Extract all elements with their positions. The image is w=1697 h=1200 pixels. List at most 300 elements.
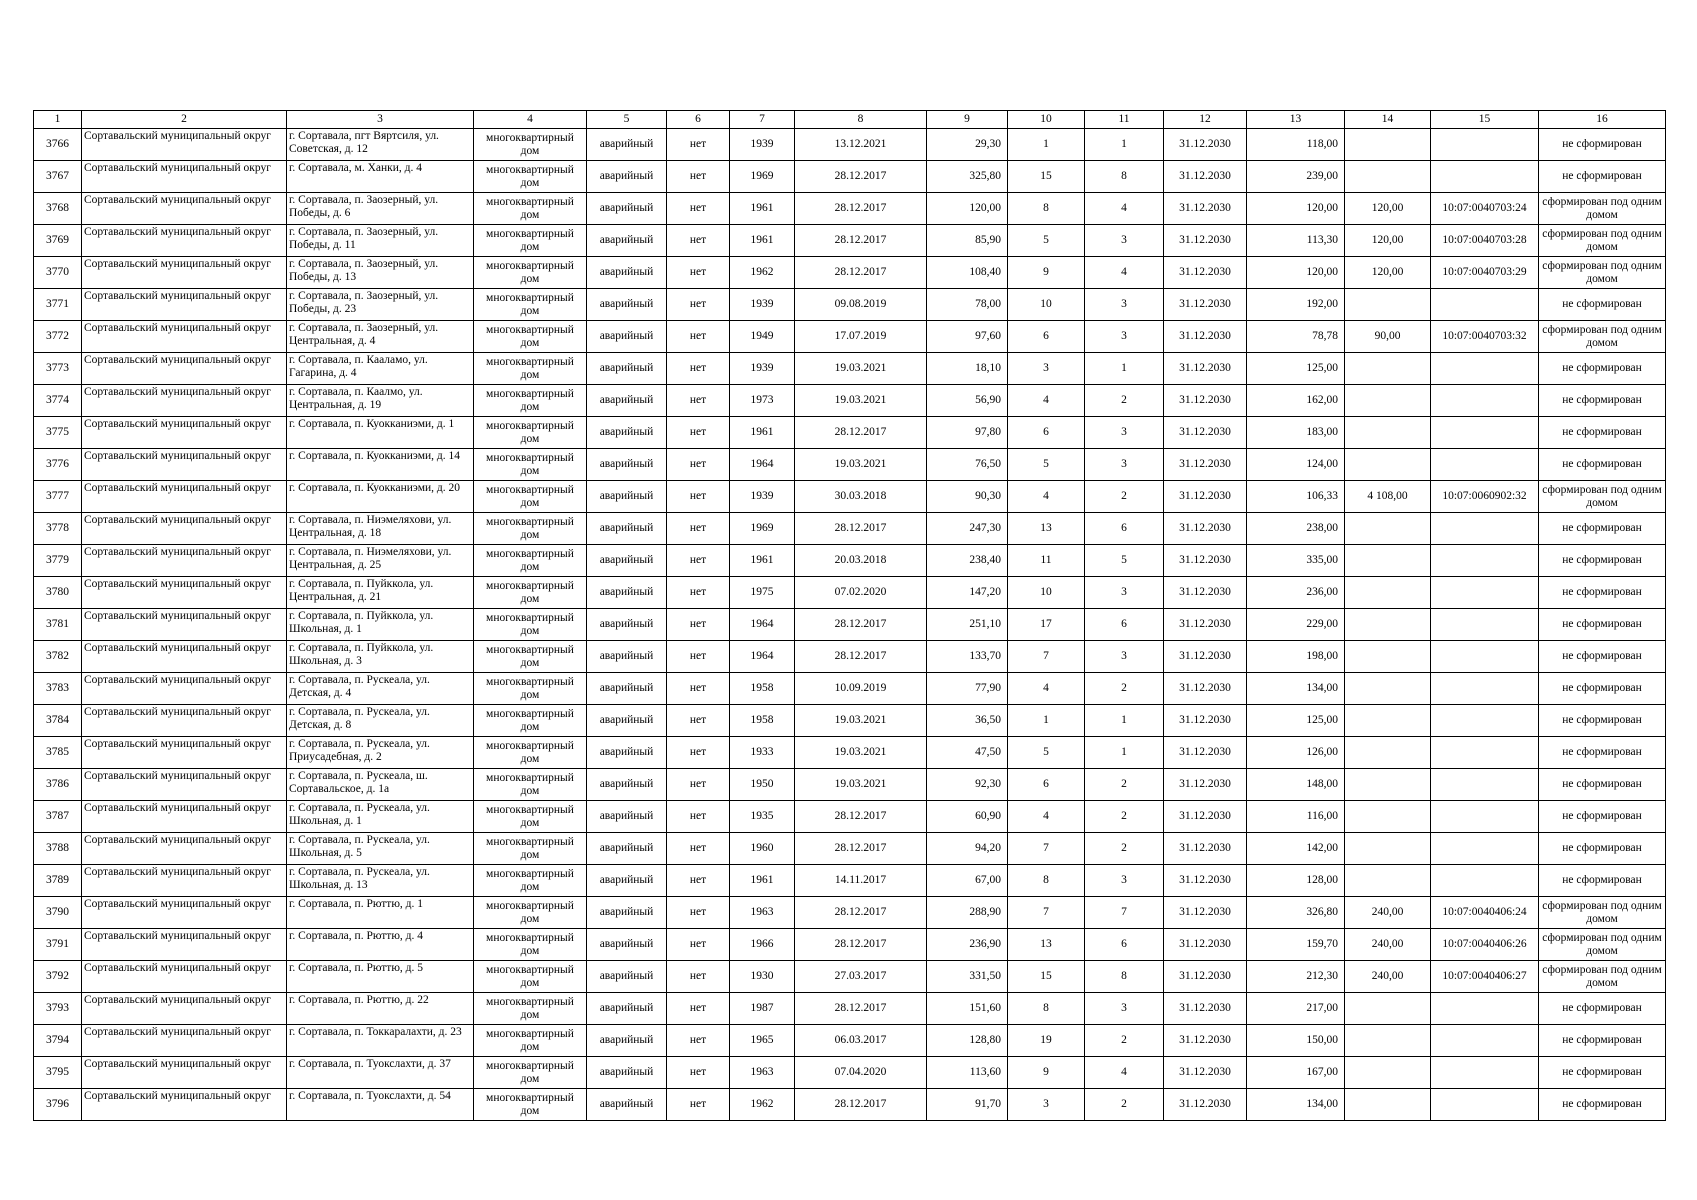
date-cell: 19.03.2021 [795, 353, 927, 385]
deadline-cell: 31.12.2030 [1164, 161, 1247, 193]
flag-cell: нет [667, 865, 730, 897]
row-number-cell: 3786 [34, 769, 82, 801]
cadastral-number-cell [1431, 545, 1539, 577]
plot-status-cell: не сформирован [1539, 289, 1666, 321]
land-area-cell: 150,00 [1247, 1025, 1345, 1057]
cadastral-number-cell [1431, 1025, 1539, 1057]
row-number-cell: 3775 [34, 417, 82, 449]
condition-cell: аварийный [587, 577, 667, 609]
plot-area-cell [1345, 705, 1431, 737]
municipality-cell: Сортавальский муниципальный округ [82, 641, 287, 673]
date-cell: 07.04.2020 [795, 1057, 927, 1089]
flag-cell: нет [667, 545, 730, 577]
column-number-header: 4 [474, 111, 587, 129]
building-type-cell: многоквартирный дом [474, 225, 587, 257]
apartments-cell: 1 [1085, 129, 1164, 161]
deadline-cell: 31.12.2030 [1164, 257, 1247, 289]
municipality-cell: Сортавальский муниципальный округ [82, 321, 287, 353]
address-cell: г. Сортавала, п. Пуйккола, ул. Школьная, д. 3 [287, 641, 474, 673]
building-type-cell: многоквартирный дом [474, 481, 587, 513]
row-number-cell: 3773 [34, 353, 82, 385]
condition-cell: аварийный [587, 801, 667, 833]
cadastral-number-cell [1431, 705, 1539, 737]
table-row [34, 353, 1666, 385]
flag-cell: нет [667, 161, 730, 193]
row-number-cell: 3788 [34, 833, 82, 865]
building-type-cell: многоквартирный дом [474, 705, 587, 737]
cadastral-number-cell: 10:07:0040703:29 [1431, 257, 1539, 289]
column-number-header: 15 [1431, 111, 1539, 129]
deadline-cell: 31.12.2030 [1164, 705, 1247, 737]
apartments-cell: 2 [1085, 1089, 1164, 1121]
plot-status-cell: не сформирован [1539, 129, 1666, 161]
flag-cell: нет [667, 257, 730, 289]
year-cell: 1949 [730, 321, 795, 353]
table-row [34, 129, 1666, 161]
residents-cell: 3 [1008, 1089, 1085, 1121]
apartments-cell: 1 [1085, 705, 1164, 737]
cadastral-number-cell [1431, 993, 1539, 1025]
plot-area-cell [1345, 1057, 1431, 1089]
condition-cell: аварийный [587, 737, 667, 769]
address-cell: г. Сортавала, п. Пуйккола, ул. Школьная, д. 1 [287, 609, 474, 641]
address-cell: г. Сортавала, п. Ниэмеляхови, ул. Центральная, д. 25 [287, 545, 474, 577]
plot-area-cell [1345, 737, 1431, 769]
year-cell: 1960 [730, 833, 795, 865]
apartments-cell: 2 [1085, 801, 1164, 833]
deadline-cell: 31.12.2030 [1164, 1057, 1247, 1089]
apartments-cell: 5 [1085, 545, 1164, 577]
flag-cell: нет [667, 897, 730, 929]
plot-area-cell [1345, 161, 1431, 193]
year-cell: 1965 [730, 1025, 795, 1057]
table-row [34, 801, 1666, 833]
address-cell: г. Сортавала, п. Куокканиэми, д. 14 [287, 449, 474, 481]
deadline-cell: 31.12.2030 [1164, 1025, 1247, 1057]
year-cell: 1958 [730, 673, 795, 705]
condition-cell: аварийный [587, 193, 667, 225]
date-cell: 27.03.2017 [795, 961, 927, 993]
municipality-cell: Сортавальский муниципальный округ [82, 129, 287, 161]
flag-cell: нет [667, 129, 730, 161]
year-cell: 1930 [730, 961, 795, 993]
plot-area-cell [1345, 609, 1431, 641]
condition-cell: аварийный [587, 481, 667, 513]
residents-cell: 8 [1008, 865, 1085, 897]
municipality-cell: Сортавальский муниципальный округ [82, 609, 287, 641]
area-cell: 247,30 [927, 513, 1008, 545]
land-area-cell: 128,00 [1247, 865, 1345, 897]
row-number-cell: 3777 [34, 481, 82, 513]
land-area-cell: 238,00 [1247, 513, 1345, 545]
deadline-cell: 31.12.2030 [1164, 225, 1247, 257]
flag-cell: нет [667, 1089, 730, 1121]
date-cell: 28.12.2017 [795, 161, 927, 193]
residents-cell: 9 [1008, 257, 1085, 289]
row-number-cell: 3767 [34, 161, 82, 193]
area-cell: 90,30 [927, 481, 1008, 513]
flag-cell: нет [667, 737, 730, 769]
condition-cell: аварийный [587, 641, 667, 673]
plot-area-cell: 120,00 [1345, 257, 1431, 289]
municipality-cell: Сортавальский муниципальный округ [82, 1089, 287, 1121]
municipality-cell: Сортавальский муниципальный округ [82, 289, 287, 321]
address-cell: г. Сортавала, п. Кааламо, ул. Гагарина, д. 4 [287, 353, 474, 385]
year-cell: 1961 [730, 225, 795, 257]
date-cell: 28.12.2017 [795, 833, 927, 865]
plot-area-cell [1345, 801, 1431, 833]
municipality-cell: Сортавальский муниципальный округ [82, 449, 287, 481]
condition-cell: аварийный [587, 545, 667, 577]
apartments-cell: 2 [1085, 833, 1164, 865]
date-cell: 28.12.2017 [795, 513, 927, 545]
condition-cell: аварийный [587, 961, 667, 993]
table-row [34, 193, 1666, 225]
column-number-header: 3 [287, 111, 474, 129]
year-cell: 1958 [730, 705, 795, 737]
building-type-cell: многоквартирный дом [474, 897, 587, 929]
row-number-cell: 3787 [34, 801, 82, 833]
building-type-cell: многоквартирный дом [474, 1057, 587, 1089]
building-type-cell: многоквартирный дом [474, 961, 587, 993]
year-cell: 1966 [730, 929, 795, 961]
flag-cell: нет [667, 449, 730, 481]
area-cell: 236,90 [927, 929, 1008, 961]
address-cell: г. Сортавала, п. Рускеала, ш. Сортавальское, д. 1а [287, 769, 474, 801]
land-area-cell: 120,00 [1247, 257, 1345, 289]
table-row [34, 609, 1666, 641]
condition-cell: аварийный [587, 417, 667, 449]
building-type-cell: многоквартирный дом [474, 417, 587, 449]
column-number-header: 16 [1539, 111, 1666, 129]
plot-status-cell: не сформирован [1539, 865, 1666, 897]
plot-area-cell: 240,00 [1345, 961, 1431, 993]
land-area-cell: 335,00 [1247, 545, 1345, 577]
address-cell: г. Сортавала, п. Каалмо, ул. Центральная, д. 19 [287, 385, 474, 417]
row-number-cell: 3784 [34, 705, 82, 737]
plot-area-cell [1345, 129, 1431, 161]
year-cell: 1964 [730, 449, 795, 481]
residents-cell: 15 [1008, 961, 1085, 993]
residents-cell: 13 [1008, 513, 1085, 545]
year-cell: 1964 [730, 641, 795, 673]
plot-status-cell: сформирован под одним домом [1539, 929, 1666, 961]
condition-cell: аварийный [587, 1025, 667, 1057]
municipality-cell: Сортавальский муниципальный округ [82, 385, 287, 417]
apartments-cell: 2 [1085, 1025, 1164, 1057]
year-cell: 1962 [730, 1089, 795, 1121]
area-cell: 92,30 [927, 769, 1008, 801]
building-type-cell: многоквартирный дом [474, 673, 587, 705]
address-cell: г. Сортавала, п. Заозерный, ул. Центральная, д. 4 [287, 321, 474, 353]
building-type-cell: многоквартирный дом [474, 801, 587, 833]
row-number-cell: 3782 [34, 641, 82, 673]
land-area-cell: 142,00 [1247, 833, 1345, 865]
area-cell: 78,00 [927, 289, 1008, 321]
municipality-cell: Сортавальский муниципальный округ [82, 705, 287, 737]
plot-status-cell: не сформирован [1539, 769, 1666, 801]
plot-status-cell: не сформирован [1539, 449, 1666, 481]
deadline-cell: 31.12.2030 [1164, 609, 1247, 641]
flag-cell: нет [667, 641, 730, 673]
deadline-cell: 31.12.2030 [1164, 641, 1247, 673]
date-cell: 13.12.2021 [795, 129, 927, 161]
building-type-cell: многоквартирный дом [474, 577, 587, 609]
address-cell: г. Сортавала, п. Туокслахти, д. 37 [287, 1057, 474, 1089]
year-cell: 1935 [730, 801, 795, 833]
deadline-cell: 31.12.2030 [1164, 897, 1247, 929]
cadastral-number-cell [1431, 353, 1539, 385]
plot-status-cell: не сформирован [1539, 1089, 1666, 1121]
municipality-cell: Сортавальский муниципальный округ [82, 193, 287, 225]
plot-status-cell: не сформирован [1539, 1025, 1666, 1057]
year-cell: 1962 [730, 257, 795, 289]
plot-status-cell: не сформирован [1539, 993, 1666, 1025]
apartments-cell: 2 [1085, 769, 1164, 801]
address-cell: г. Сортавала, п. Туокслахти, д. 54 [287, 1089, 474, 1121]
column-number-header: 13 [1247, 111, 1345, 129]
table-row [34, 481, 1666, 513]
apartments-cell: 3 [1085, 225, 1164, 257]
plot-area-cell: 240,00 [1345, 929, 1431, 961]
column-number-header: 9 [927, 111, 1008, 129]
year-cell: 1950 [730, 769, 795, 801]
plot-status-cell: сформирован под одним домом [1539, 225, 1666, 257]
table-row [34, 257, 1666, 289]
condition-cell: аварийный [587, 513, 667, 545]
cadastral-number-cell: 10:07:0040703:28 [1431, 225, 1539, 257]
apartments-cell: 3 [1085, 993, 1164, 1025]
address-cell: г. Сортавала, пгт Вяртсиля, ул. Советская, д. 12 [287, 129, 474, 161]
condition-cell: аварийный [587, 449, 667, 481]
deadline-cell: 31.12.2030 [1164, 865, 1247, 897]
residents-cell: 10 [1008, 577, 1085, 609]
plot-area-cell: 120,00 [1345, 225, 1431, 257]
building-type-cell: многоквартирный дом [474, 993, 587, 1025]
area-cell: 151,60 [927, 993, 1008, 1025]
deadline-cell: 31.12.2030 [1164, 417, 1247, 449]
cadastral-number-cell [1431, 289, 1539, 321]
date-cell: 28.12.2017 [795, 225, 927, 257]
address-cell: г. Сортавала, п. Рускеала, ул. Школьная, д. 1 [287, 801, 474, 833]
year-cell: 1963 [730, 1057, 795, 1089]
residents-cell: 7 [1008, 833, 1085, 865]
building-type-cell: многоквартирный дом [474, 641, 587, 673]
plot-status-cell: не сформирован [1539, 737, 1666, 769]
cadastral-number-cell [1431, 833, 1539, 865]
row-number-cell: 3792 [34, 961, 82, 993]
residents-cell: 6 [1008, 769, 1085, 801]
apartments-cell: 1 [1085, 737, 1164, 769]
table-row [34, 993, 1666, 1025]
land-area-cell: 125,00 [1247, 353, 1345, 385]
table-row [34, 577, 1666, 609]
residents-cell: 6 [1008, 321, 1085, 353]
deadline-cell: 31.12.2030 [1164, 577, 1247, 609]
column-number-header: 7 [730, 111, 795, 129]
municipality-cell: Сортавальский муниципальный округ [82, 737, 287, 769]
residents-cell: 4 [1008, 801, 1085, 833]
area-cell: 325,80 [927, 161, 1008, 193]
date-cell: 28.12.2017 [795, 929, 927, 961]
address-cell: г. Сортавала, п. Заозерный, ул. Победы, д. 13 [287, 257, 474, 289]
plot-status-cell: не сформирован [1539, 705, 1666, 737]
building-type-cell: многоквартирный дом [474, 449, 587, 481]
row-number-cell: 3783 [34, 673, 82, 705]
housing-register-table [33, 110, 1666, 1121]
flag-cell: нет [667, 481, 730, 513]
address-cell: г. Сортавала, п. Заозерный, ул. Победы, д. 23 [287, 289, 474, 321]
area-cell: 120,00 [927, 193, 1008, 225]
municipality-cell: Сортавальский муниципальный округ [82, 929, 287, 961]
condition-cell: аварийный [587, 673, 667, 705]
plot-area-cell [1345, 673, 1431, 705]
condition-cell: аварийный [587, 609, 667, 641]
residents-cell: 4 [1008, 673, 1085, 705]
cadastral-number-cell [1431, 577, 1539, 609]
cadastral-number-cell [1431, 161, 1539, 193]
land-area-cell: 78,78 [1247, 321, 1345, 353]
row-number-cell: 3766 [34, 129, 82, 161]
plot-area-cell [1345, 769, 1431, 801]
plot-area-cell [1345, 1025, 1431, 1057]
year-cell: 1961 [730, 545, 795, 577]
municipality-cell: Сортавальский муниципальный округ [82, 257, 287, 289]
flag-cell: нет [667, 705, 730, 737]
cadastral-number-cell [1431, 417, 1539, 449]
area-cell: 77,90 [927, 673, 1008, 705]
building-type-cell: многоквартирный дом [474, 161, 587, 193]
municipality-cell: Сортавальский муниципальный округ [82, 897, 287, 929]
flag-cell: нет [667, 929, 730, 961]
row-number-cell: 3768 [34, 193, 82, 225]
date-cell: 10.09.2019 [795, 673, 927, 705]
apartments-cell: 3 [1085, 417, 1164, 449]
land-area-cell: 159,70 [1247, 929, 1345, 961]
cadastral-number-cell: 10:07:0040406:26 [1431, 929, 1539, 961]
municipality-cell: Сортавальский муниципальный округ [82, 1057, 287, 1089]
building-type-cell: многоквартирный дом [474, 385, 587, 417]
area-cell: 108,40 [927, 257, 1008, 289]
plot-area-cell [1345, 577, 1431, 609]
plot-status-cell: не сформирован [1539, 161, 1666, 193]
land-area-cell: 198,00 [1247, 641, 1345, 673]
land-area-cell: 167,00 [1247, 1057, 1345, 1089]
deadline-cell: 31.12.2030 [1164, 737, 1247, 769]
plot-status-cell: не сформирован [1539, 801, 1666, 833]
plot-area-cell [1345, 545, 1431, 577]
cadastral-number-cell [1431, 513, 1539, 545]
flag-cell: нет [667, 513, 730, 545]
header-row [34, 111, 1666, 129]
municipality-cell: Сортавальский муниципальный округ [82, 673, 287, 705]
year-cell: 1963 [730, 897, 795, 929]
table-row [34, 641, 1666, 673]
land-area-cell: 229,00 [1247, 609, 1345, 641]
plot-area-cell [1345, 865, 1431, 897]
flag-cell: нет [667, 673, 730, 705]
cadastral-number-cell [1431, 865, 1539, 897]
flag-cell: нет [667, 385, 730, 417]
address-cell: г. Сортавала, п. Рускеала, ул. Детская, д. 8 [287, 705, 474, 737]
apartments-cell: 4 [1085, 193, 1164, 225]
year-cell: 1973 [730, 385, 795, 417]
address-cell: г. Сортавала, п. Ниэмеляхови, ул. Центральная, д. 18 [287, 513, 474, 545]
table-row [34, 737, 1666, 769]
date-cell: 28.12.2017 [795, 801, 927, 833]
table-row [34, 705, 1666, 737]
column-number-header: 2 [82, 111, 287, 129]
plot-area-cell [1345, 641, 1431, 673]
date-cell: 28.12.2017 [795, 993, 927, 1025]
area-cell: 60,90 [927, 801, 1008, 833]
area-cell: 251,10 [927, 609, 1008, 641]
municipality-cell: Сортавальский муниципальный округ [82, 769, 287, 801]
building-type-cell: многоквартирный дом [474, 129, 587, 161]
date-cell: 19.03.2021 [795, 705, 927, 737]
condition-cell: аварийный [587, 289, 667, 321]
residents-cell: 19 [1008, 1025, 1085, 1057]
building-type-cell: многоквартирный дом [474, 545, 587, 577]
deadline-cell: 31.12.2030 [1164, 481, 1247, 513]
land-area-cell: 124,00 [1247, 449, 1345, 481]
address-cell: г. Сортавала, п. Рускеала, ул. Приусадебная, д. 2 [287, 737, 474, 769]
condition-cell: аварийный [587, 769, 667, 801]
cadastral-number-cell [1431, 609, 1539, 641]
table-row [34, 385, 1666, 417]
deadline-cell: 31.12.2030 [1164, 769, 1247, 801]
land-area-cell: 148,00 [1247, 769, 1345, 801]
column-number-header: 11 [1085, 111, 1164, 129]
deadline-cell: 31.12.2030 [1164, 321, 1247, 353]
table-row [34, 289, 1666, 321]
year-cell: 1939 [730, 129, 795, 161]
condition-cell: аварийный [587, 225, 667, 257]
condition-cell: аварийный [587, 257, 667, 289]
table-row [34, 417, 1666, 449]
flag-cell: нет [667, 993, 730, 1025]
plot-area-cell [1345, 993, 1431, 1025]
plot-status-cell: не сформирован [1539, 673, 1666, 705]
land-area-cell: 134,00 [1247, 673, 1345, 705]
apartments-cell: 3 [1085, 449, 1164, 481]
plot-status-cell: сформирован под одним домом [1539, 321, 1666, 353]
land-area-cell: 212,30 [1247, 961, 1345, 993]
municipality-cell: Сортавальский муниципальный округ [82, 161, 287, 193]
plot-status-cell: не сформирован [1539, 353, 1666, 385]
residents-cell: 6 [1008, 417, 1085, 449]
condition-cell: аварийный [587, 897, 667, 929]
flag-cell: нет [667, 1057, 730, 1089]
apartments-cell: 6 [1085, 929, 1164, 961]
condition-cell: аварийный [587, 385, 667, 417]
table-row [34, 1057, 1666, 1089]
condition-cell: аварийный [587, 705, 667, 737]
deadline-cell: 31.12.2030 [1164, 833, 1247, 865]
address-cell: г. Сортавала, п. Заозерный, ул. Победы, д. 6 [287, 193, 474, 225]
address-cell: г. Сортавала, п. Пуйккола, ул. Центральная, д. 21 [287, 577, 474, 609]
date-cell: 09.08.2019 [795, 289, 927, 321]
municipality-cell: Сортавальский муниципальный округ [82, 577, 287, 609]
plot-status-cell: не сформирован [1539, 417, 1666, 449]
date-cell: 14.11.2017 [795, 865, 927, 897]
address-cell: г. Сортавала, п. Куокканиэми, д. 1 [287, 417, 474, 449]
plot-status-cell: сформирован под одним домом [1539, 481, 1666, 513]
apartments-cell: 3 [1085, 289, 1164, 321]
building-type-cell: многоквартирный дом [474, 1025, 587, 1057]
area-cell: 36,50 [927, 705, 1008, 737]
residents-cell: 17 [1008, 609, 1085, 641]
